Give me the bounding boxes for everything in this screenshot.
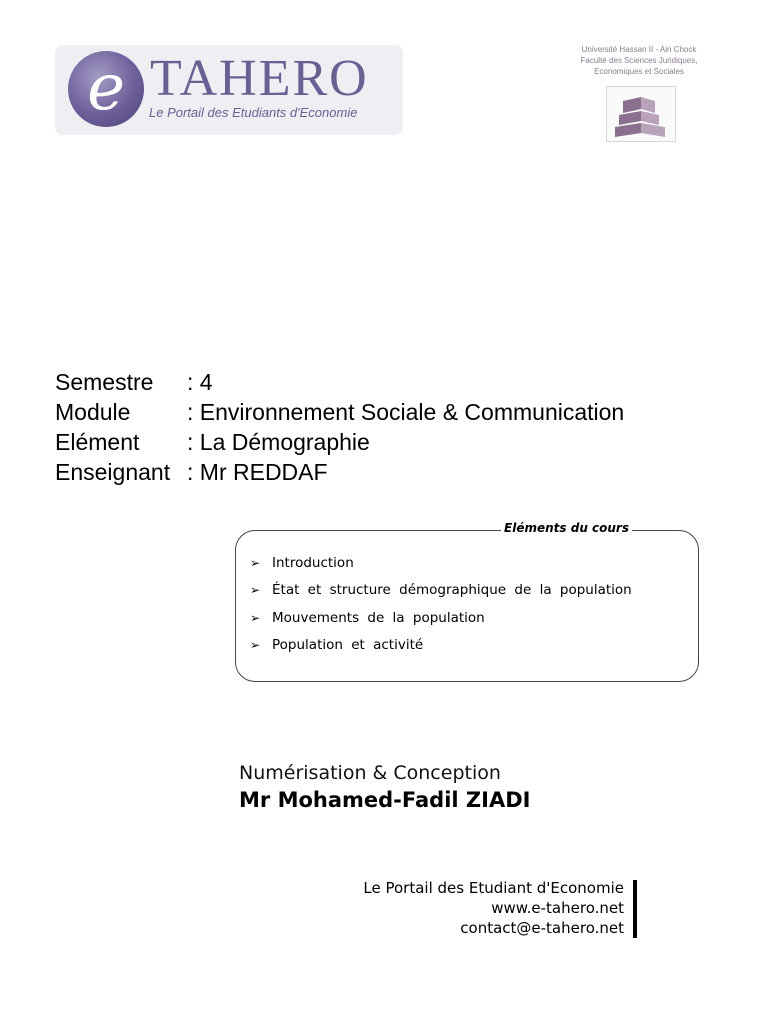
footer-divider — [633, 880, 637, 938]
arrow-bullet-icon: ➢ — [250, 555, 261, 570]
tahero-logo — [55, 45, 403, 135]
list-item — [250, 549, 632, 577]
arrow-bullet-icon: ➢ — [250, 610, 261, 625]
meta-row-module — [55, 397, 624, 427]
list-item-text: Population et activité — [272, 637, 424, 654]
arrow-bullet-icon: ➢ — [250, 638, 261, 653]
list-item-text: Mouvements de la population — [272, 609, 485, 626]
meta-value: : La Démographie — [187, 429, 370, 455]
list-item-text: Introduction — [272, 554, 354, 571]
email-link[interactable]: contact@e-tahero.net — [460, 919, 624, 937]
meta-key: Module — [55, 399, 131, 425]
website-link[interactable]: www.e-tahero.net — [491, 899, 624, 917]
meta-row-element — [55, 427, 624, 457]
list-item — [250, 632, 632, 660]
meta-row-enseignant — [55, 457, 624, 487]
meta-value: : Mr REDDAF — [187, 459, 328, 485]
meta-key: Enseignant — [55, 459, 171, 485]
logo-tagline: Le Portail des Etudiants d'Economie — [149, 105, 358, 120]
meta-value: : Environnement Sociale & Communication — [187, 399, 625, 425]
university-line: Faculté des Sciences Juridiques, — [580, 56, 698, 65]
course-elements-box — [235, 521, 699, 682]
meta-key: Semestre — [55, 369, 154, 395]
arrow-bullet-icon: ➢ — [250, 583, 261, 598]
logo-emblem: e — [68, 51, 144, 127]
meta-key: Elément — [55, 429, 140, 455]
logo-name: TAHERO — [150, 50, 369, 107]
meta-value: : 4 — [187, 369, 213, 395]
list-item — [250, 604, 632, 632]
credits-author: Mr Mohamed-Fadil ZIADI — [239, 788, 531, 812]
list-item — [250, 577, 632, 605]
university-logo-icon — [606, 86, 676, 142]
contact-block — [363, 878, 624, 938]
credits-label: Numérisation & Conception — [239, 762, 501, 784]
portal-name: Le Portail des Etudiant d'Economie — [363, 879, 624, 897]
course-elements-legend: Eléments du cours — [501, 521, 632, 535]
stepped-pyramid-icon — [607, 87, 675, 141]
university-line: Economiques et Sociales — [594, 67, 684, 76]
meta-row-semestre — [55, 367, 624, 397]
university-line: Université Hassan II - Ain Chock — [581, 45, 697, 54]
course-elements-list — [250, 549, 632, 659]
university-header — [556, 44, 722, 77]
course-metadata — [55, 367, 624, 487]
list-item-text: État et structure démographique de la population — [272, 582, 632, 599]
